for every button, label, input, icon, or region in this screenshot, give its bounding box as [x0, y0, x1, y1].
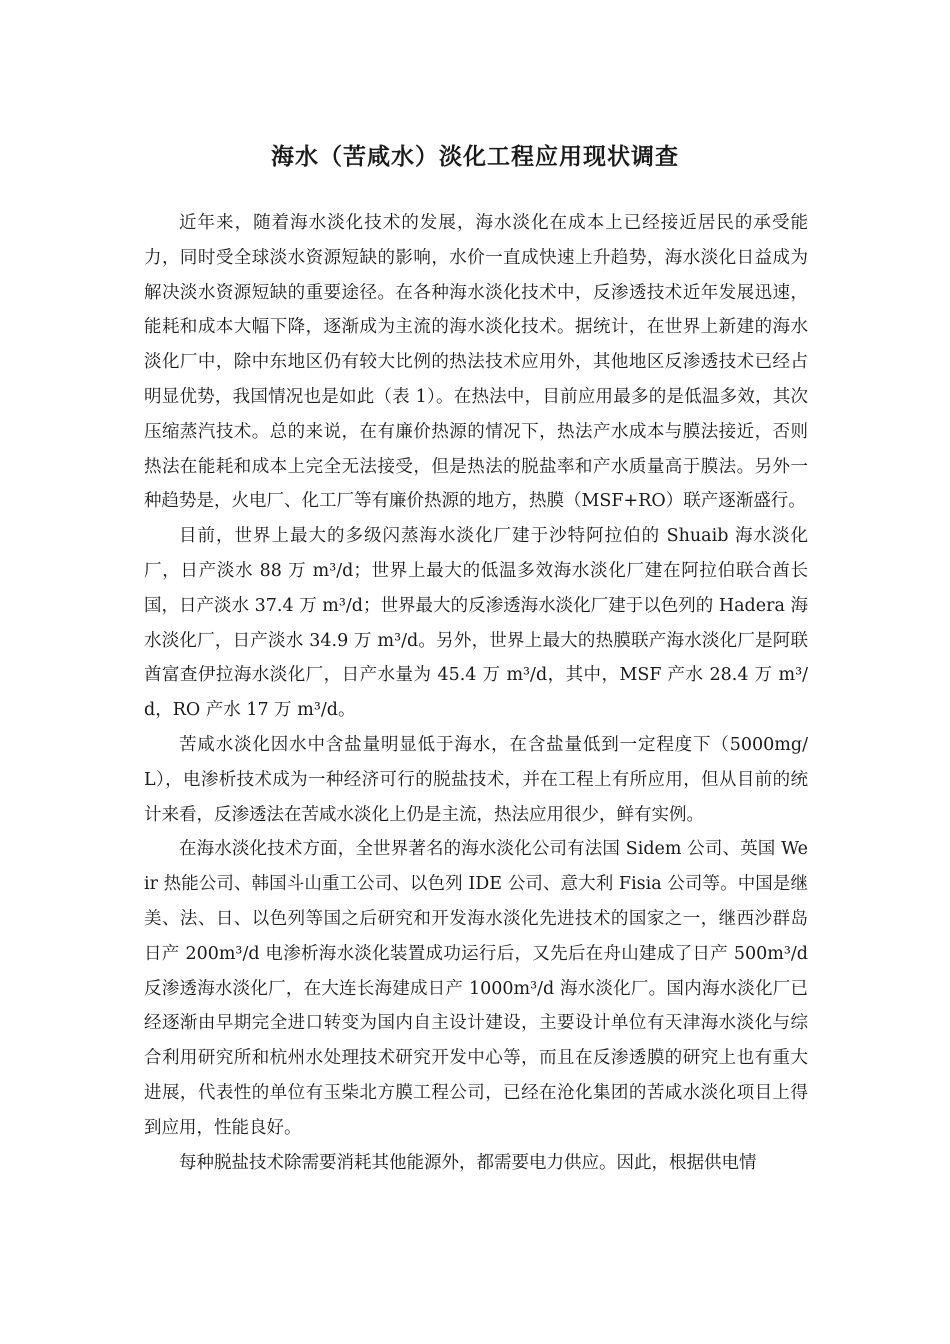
paragraph-5: 每种脱盐技术除需要消耗其他能源外，都需要电力供应。因此，根据供电情: [179, 1152, 757, 1173]
document-body: [144, 206, 808, 1180]
paragraph-1: 近年来，随着海水淡化技术的发展，海水淡化在成本上已经接近居民的承受能力，同时受全球淡水资源短缺的影响，水价一直成快速上升趋势，海水淡化日益成为解决淡水资源短缺的重要途径。在各种海水淡化技术中，反渗透技术近年发展迅速，能耗和成本大幅下降，逐渐成为主流的海水淡化技术。据统计，在世界上新建的海水淡化厂中，除中东地区仍有较大比例的热法技术应用外，其他地区反渗透技术已经占明显优势，我国情况也是如此（表 1）。在热法中，目前应用最多的是低温多效，其次压缩蒸汽技术。总的来说，在有廉价热源的情况下，热法产水成本与膜法接近，否则热法在能耗和成本上完全无法接受，但是热法的脱盐率和产水质量高于膜法。另外一种趋势是，火电厂、化工厂等有廉价热源的地方，热膜（MSF+RO）联产逐渐盛行。: [144, 213, 808, 512]
document-title: 海水（苦咸水）淡化工程应用现状调查: [271, 144, 679, 170]
paragraph-3: 苦咸水淡化因水中含盐量明显低于海水，在含盐量低到一定程度下（5000mg/L），电渗析技术成为一种经济可行的脱盐技术，并在工程上有所应用，但从目前的统计来看，反渗透法在苦咸水淡化上仍是主流，热法应用很少，鲜有实例。: [144, 734, 808, 825]
paragraph-2: 目前，世界上最大的多级闪蒸海水淡化厂建于沙特阿拉伯的 Shuaib 海水淡化厂，日产淡水 88 万 m³/d；世界上最大的低温多效海水淡化厂建在阿拉伯联合酋长国，日产淡水 37.4 万 m³/d；世界最大的反渗透海水淡化厂建于以色列的 Hadera 海水淡化厂，日产淡水 34.9 万 m³/d。另外，世界上最大的热膜联产海水淡化厂是阿联酋富查伊拉海水淡化厂，日产水量为 45.4 万 m³/d，其中，MSF 产水 28.4 万 m³/d，RO 产水 17 万 m³/d。: [144, 526, 808, 721]
paragraph-4: 在海水淡化技术方面，全世界著名的海水淡化公司有法国 Sidem 公司、英国 Weir 热能公司、韩国斗山重工公司、以色列 IDE 公司、意大利 Fisia 公司等。中国是继美、法、日、以色列等国之后研究和开发海水淡化先进技术的国家之一，继西沙群岛日产 200m³/d 电渗析海水淡化装置成功运行后，又先后在舟山建成了日产 500m³/d 反渗透海水淡化厂，在大连长海建成日产 1000m³/d 海水淡化厂。国内海水淡化厂已经逐渐由早期完全进口转变为国内自主设计建设，主要设计单位有天津海水淡化与综合利用研究所和杭州水处理技术研究开发中心等，而且在反渗透膜的研究上也有重大进展，代表性的单位有玉柴北方膜工程公司，已经在沧化集团的苦咸水淡化项目上得到应用，性能良好。: [144, 839, 808, 1138]
